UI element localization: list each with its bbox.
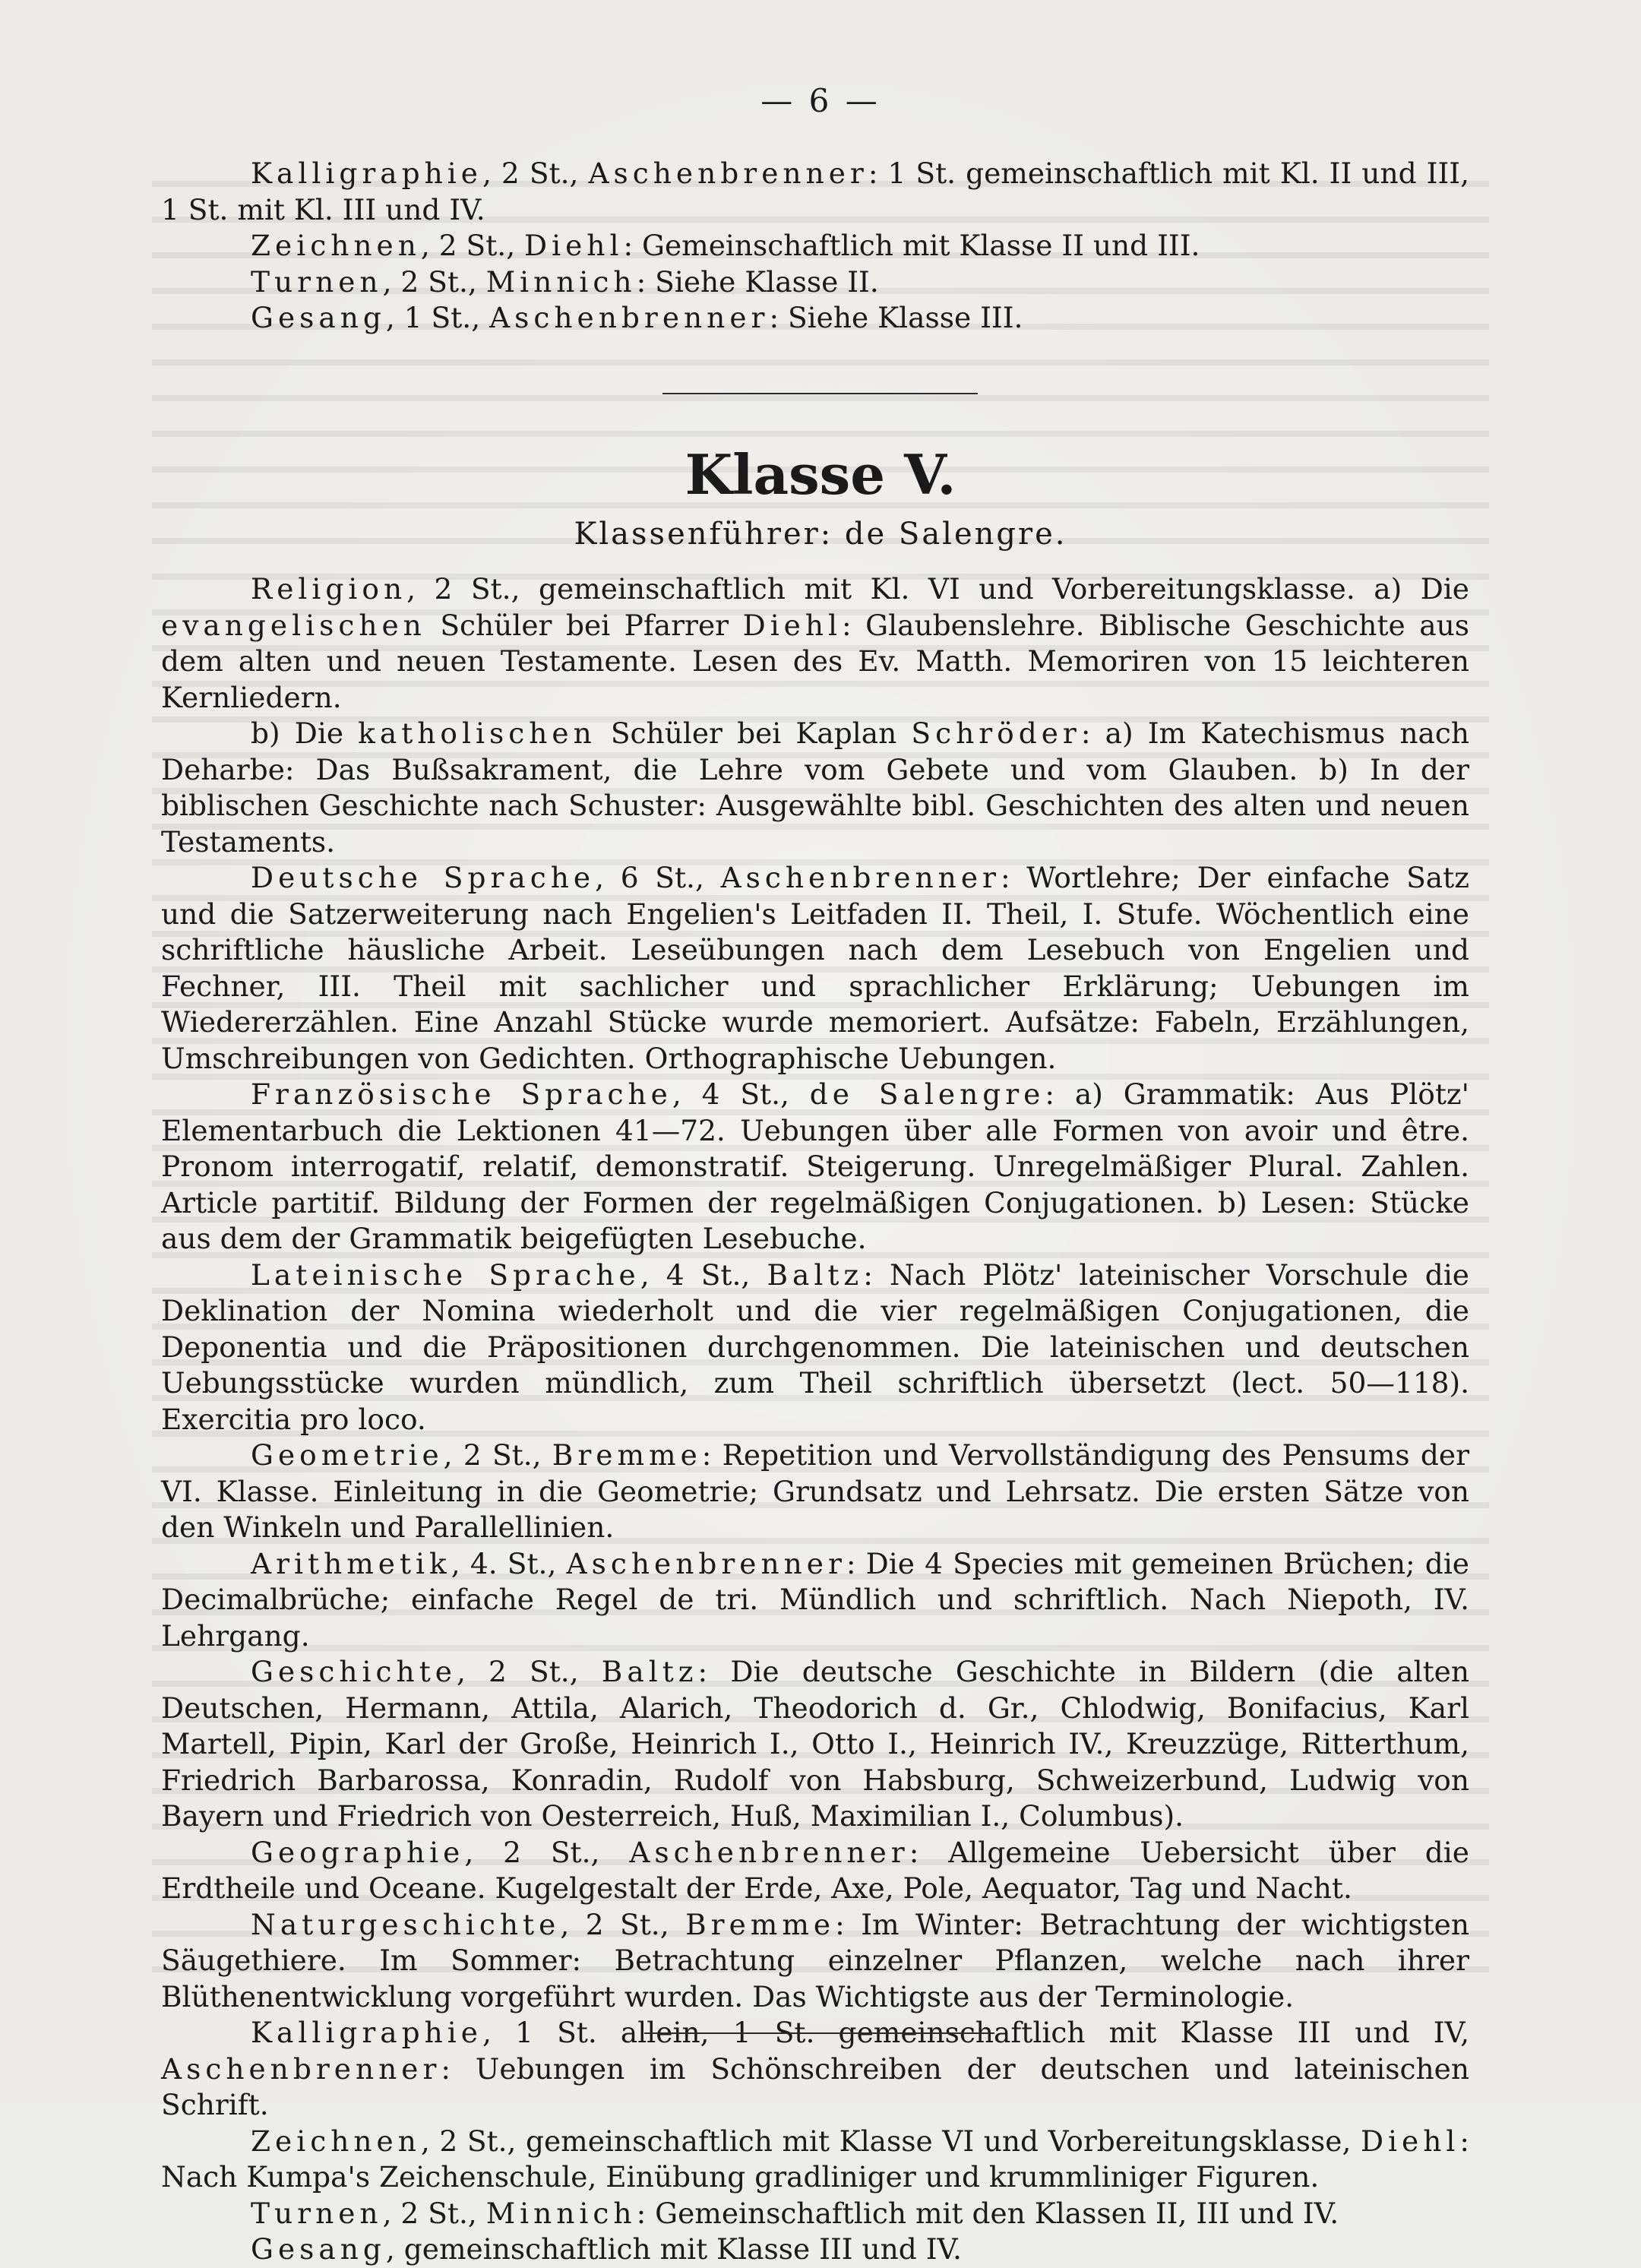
subject-entry-religion-catholic [161, 716, 1469, 860]
religion-text: Schüler bei Pfarrer [425, 608, 743, 642]
teacher-name: Baltz [767, 1257, 864, 1292]
subject-hours: , 2 St., [443, 1438, 552, 1472]
subject-label: Kalligraphie [251, 2016, 482, 2049]
page-number: — 6 — [760, 82, 881, 119]
subject-label: Gesang [251, 301, 386, 334]
subject-description: : Die deutsche Geschichte in Bildern (die alten Deutschen, Hermann, Attila, Alarich, Theodorich d. Gr., Chlodwig, Bonifacius, Karl Martell, Pipin, Karl der Große, Heinrich I., Otto I., Heinrich IV., Kreuzzüge, Ritterthum, Friedrich Barbarossa, Konradin, Rudolf von Habsburg, Schweizerbund, Ludwig von Bayern und Friedrich von Oesterreich, Huß, Maximilian I., Columbus). [161, 1655, 1469, 1833]
religion-catholic: katholischen [358, 716, 596, 750]
subject-label: Geometrie [251, 1438, 444, 1472]
class-heading: Klasse V. [685, 442, 956, 507]
teacher-name: Diehl [742, 608, 843, 642]
subject-hours: , 4 St., [640, 1257, 767, 1292]
subject-entry [161, 1907, 1469, 2016]
subject-hours: , 2 St., [464, 1835, 630, 1869]
subject-description: : Die 4 Species mit gemeinen Brüchen; die Decimalbrüche; einfache Regel de tri. Mündlich und schriftlich. Nach Niepoth, IV. Lehrgang. [161, 1546, 1469, 1653]
teacher-name: Aschenbrenner [566, 1546, 846, 1580]
subject-label: Kalligraphie [251, 157, 482, 190]
subject-hours: , 2 St., [560, 1907, 686, 1941]
teacher-name: Diehl [524, 229, 624, 262]
subject-entry [161, 2124, 1469, 2196]
subject-entry [161, 1257, 1469, 1438]
subject-hours: , 4 St., [672, 1077, 810, 1111]
teacher-name: Minnich [485, 2196, 637, 2230]
teacher-name: Bremme [685, 1907, 836, 1941]
subject-hours: , 4. St., [451, 1546, 567, 1580]
class-leader: Klassenführer: de Salengre. [574, 517, 1067, 552]
subject-hours: , 2 St., [382, 264, 486, 299]
subject-description: : a) Grammatik: Aus Plötz' Elementarbuch die Lektionen 41—72. Uebungen über alle Formen von avoir und être. Pronom interrogatif, relatif, demonstratif. Steigerung. Unregelmäßiger Plural. Zahlen. Article partitif. Bildung der Formen der regelmäßigen Conjugationen. b) Lesen: Stücke aus dem der Grammatik beigefügten Lesebuche. [161, 1077, 1469, 1255]
subject-entry [161, 1654, 1469, 1835]
subject-label: Arithmetik [251, 1546, 451, 1580]
subject-hours: , 2 St., [382, 2196, 486, 2230]
subject-label: Gesang [251, 2232, 386, 2266]
subject-label: Zeichnen [251, 2124, 421, 2158]
subject-entry [161, 300, 1469, 337]
teacher-name: Schröder [911, 716, 1081, 750]
section-divider [662, 393, 978, 394]
subject-description: : Uebungen im Schönschreiben der deutschen und lateinischen Schrift. [161, 2051, 1469, 2121]
subject-hours: , 2 St., [482, 157, 589, 190]
religion-b-text: Schüler bei Kaplan [596, 716, 912, 750]
subject-entry [161, 264, 1469, 301]
subject-label: Lateinische Sprache [251, 1257, 640, 1292]
subject-description: : Nach Kumpa's Zeichenschule, Einübung gradliniger und krummliniger Figuren. [161, 2124, 1469, 2194]
subject-hours: , 1 St. allein, 1 St. gemeinschaftlich mit Klasse III und IV, [482, 2016, 1469, 2049]
subject-entry-religion [161, 571, 1469, 716]
subject-entry [161, 860, 1469, 1077]
teacher-name: Aschenbrenner [588, 157, 868, 190]
subject-hours: , 2 St., gemeinschaftlich mit Klasse VI und Vorbereitungsklasse, [420, 2124, 1361, 2158]
subject-entry [161, 1835, 1469, 1907]
subject-label: Religion [251, 572, 407, 606]
subject-label: Französische Sprache [251, 1077, 672, 1111]
subject-hours: , 1 St., [385, 301, 490, 334]
religion-b-prefix: b) Die [251, 716, 359, 750]
subject-description: : 1 St. gemeinschaftlich mit Kl. II und III, 1 St. mit Kl. III und IV. [161, 157, 1469, 226]
section-divider-bottom [644, 2032, 994, 2034]
subject-description: : Allgemeine Uebersicht über die Erdtheile und Oceane. Kugelgestalt der Erde, Axe, Pole, Aequator, Tag und Nacht. [161, 1835, 1469, 1905]
class-v-section [161, 571, 1469, 2268]
subject-label: Turnen [251, 2196, 383, 2230]
religion-evangelical: evangelischen [161, 608, 426, 642]
subject-description: : Siehe Klasse II. [636, 264, 879, 299]
teacher-name: Diehl [1360, 2124, 1460, 2158]
subject-description: : Glaubenslehre. Biblische Geschichte aus dem alten und neuen Testamente. Lesen des Ev. Matth. Memoriren von 15 leichteren Kernliedern. [161, 608, 1469, 714]
subject-description: : Gemeinschaftlich mit den Klassen II, III und IV. [636, 2196, 1339, 2230]
teacher-name: Aschenbrenner [720, 861, 1001, 894]
subject-description: : Im Winter: Betrachtung der wichtigsten Säugethiere. Im Sommer: Betrachtung einzelner Pflanzen, welche nach ihrer Blüthenentwicklung vorgeführt wurden. Das Wichtigste aus der Terminologie. [161, 1907, 1469, 2013]
subject-entry [161, 1438, 1469, 1546]
subject-hours: , 2 St., [420, 229, 525, 262]
subject-entry [161, 1546, 1469, 1655]
subject-description: : Repetition und Vervollständigung des Pensums der VI. Klasse. Einleitung in die Geometrie; Grundsatz und Lehrsatz. Die ersten Sätze von den Winkeln und Parallellinien. [161, 1438, 1469, 1544]
subject-description: : Nach Plötz' lateinischer Vorschule die Deklination der Nomina wiederholt und die vier regelmäßigen Conjugationen, die Deponentia und die Präpositionen durchgenommen. Die lateinischen und deutschen Uebungsstücke wurden mündlich, zum Theil schriftlich übersetzt (lect. 50—118). Exercitia pro loco. [161, 1257, 1470, 1436]
teacher-name: Baltz [601, 1655, 698, 1688]
subject-entry [161, 2196, 1469, 2232]
subject-hours: , 2 St., [456, 1655, 602, 1688]
subject-entry [161, 1077, 1469, 1257]
subject-label: Geographie [251, 1835, 465, 1869]
subject-label: Zeichnen [251, 229, 421, 262]
subject-entry [161, 2015, 1469, 2124]
subject-label: Naturgeschichte [251, 1907, 561, 1941]
previous-class-section [161, 156, 1469, 337]
subject-description: : Gemeinschaftlich mit Klasse II und III. [623, 229, 1200, 262]
teacher-name: de Salengre [809, 1077, 1045, 1111]
teacher-name: Aschenbrenner [489, 301, 770, 334]
subject-entry [161, 228, 1469, 264]
subject-label: Turnen [251, 264, 383, 299]
subject-label: Deutsche Sprache [251, 861, 596, 894]
subject-entry [161, 156, 1469, 228]
teacher-name: Bremme [552, 1438, 702, 1472]
subject-entry [161, 2232, 1469, 2268]
subject-hours: , 6 St., [595, 861, 721, 894]
teacher-name: Aschenbrenner [629, 1835, 909, 1869]
teacher-name: Minnich [485, 264, 637, 299]
teacher-name: Aschenbrenner [161, 2051, 441, 2086]
subject-label: Geschichte [251, 1655, 457, 1688]
subject-description: : Siehe Klasse III. [769, 301, 1023, 334]
subject-description: : a) Im Katechismus nach Deharbe: Das Bußsakrament, die Lehre vom Gebete und vom Glauben. b) In der biblischen Geschichte nach Schuster: Ausgewählte bibl. Geschichten des alten und neuen Testaments. [161, 716, 1469, 859]
subject-hours: , 2 St., gemeinschaftlich mit Kl. VI und Vorbereitungsklasse. a) Die [406, 572, 1469, 606]
subject-description: : Wortlehre; Der einfache Satz und die Satzerweiterung nach Engelien's Leitfaden II. Theil, I. Stufe. Wöchentlich eine schriftliche häusliche Arbeit. Leseübungen nach dem Lesebuch von Engelien und Fechner, III. Theil mit sachlicher und sprachlicher Erklärung; Uebungen im Wiedererzählen. Eine Anzahl Stücke wurde memoriert. Aufsätze: Fabeln, Erzählungen, Umschreibungen von Gedichten. Orthographische Uebungen. [161, 861, 1469, 1075]
subject-hours: , gemeinschaftlich mit Klasse III und IV. [385, 2232, 962, 2266]
